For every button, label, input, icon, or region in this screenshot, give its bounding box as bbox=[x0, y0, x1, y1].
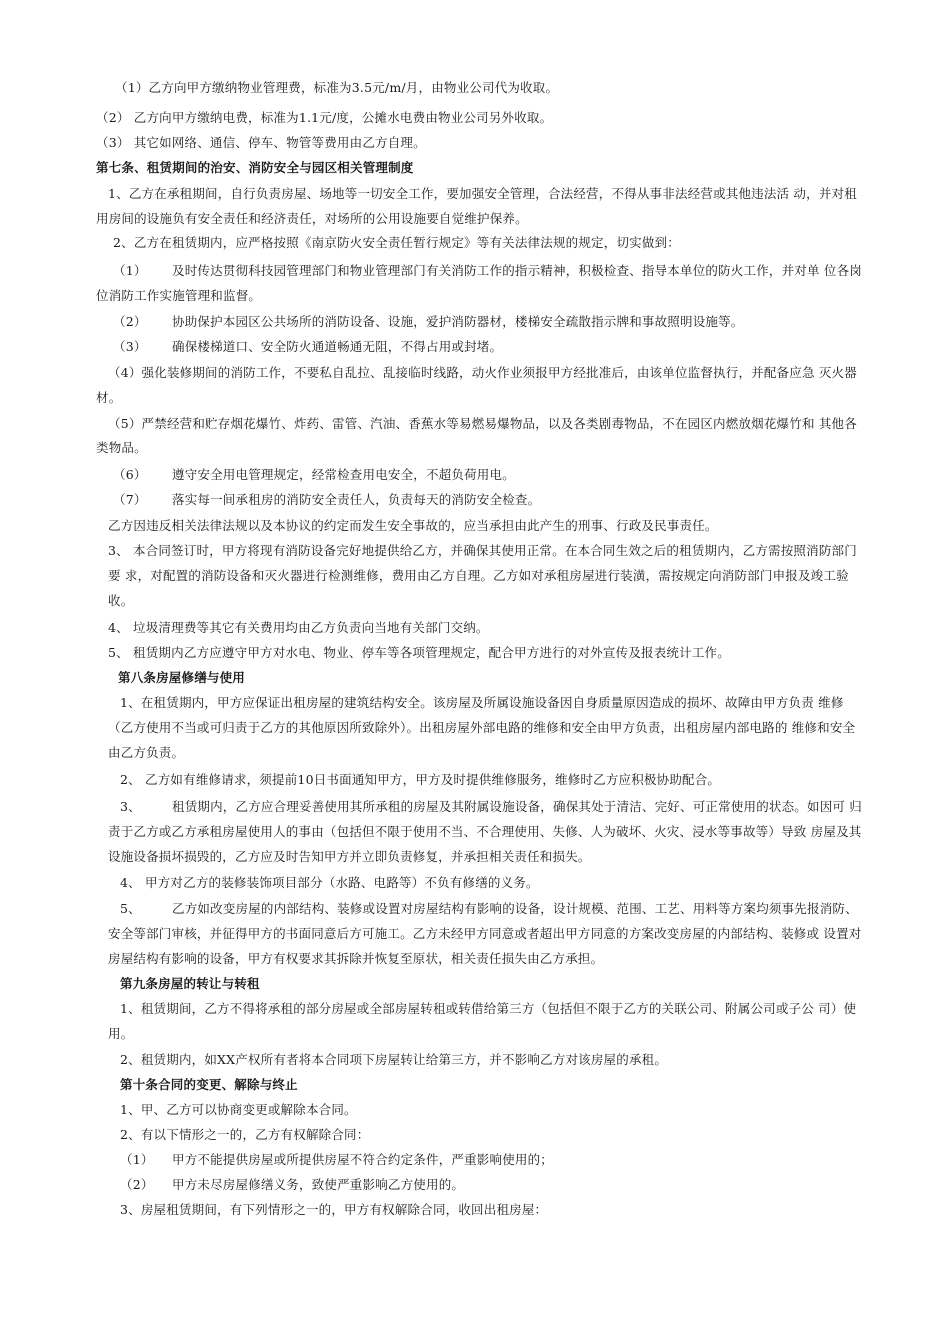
item-number: （6） bbox=[113, 467, 147, 482]
text-line: 房屋结构有影响的设备，甲方有权要求其拆除并恢复至原状，相关责任损失由乙方承担。 bbox=[108, 951, 604, 966]
text-line: 1、甲、乙方可以协商变更或解除本合同。 bbox=[120, 1102, 357, 1117]
text-line: 要 求，对配置的消防设备和灭火器进行检测维修，费用由乙方自理。乙方如对承租房屋进行装潢，需按规定向消防部门申报及竣工验 bbox=[108, 568, 849, 583]
text-line: 安全等部门审核，并征得甲方的书面同意后方可施工。乙方未经甲方同意或者超出甲方同意的方案改变房屋的内部结构、装修或 设置对 bbox=[108, 926, 862, 941]
item-number: （3） bbox=[113, 339, 147, 354]
item-number: 3、 bbox=[120, 799, 141, 814]
text-line: 3、 本合同签订时，甲方将现有消防设备完好地提供给乙方，并确保其使用正常。在本合同生效之后的租赁期内，乙方需按照消防部门 bbox=[108, 543, 857, 558]
text-line: 由乙方负责。 bbox=[108, 745, 185, 760]
text-line: （5）严禁经营和贮存烟花爆竹、炸药、雷管、汽油、香蕉水等易燃易爆物品，以及各类剧毒物品，不在园区内燃放烟花爆竹和 其他各 bbox=[108, 416, 857, 431]
text-line: 5、 租赁期内乙方应遵守甲方对水电、物业、停车等各项管理规定，配合甲方进行的对外宣传及报表统计工作。 bbox=[108, 645, 730, 660]
text-line: 用。 bbox=[108, 1026, 134, 1041]
item-number: （2） bbox=[120, 1177, 154, 1192]
text-line: 及时传达贯彻科技园管理部门和物业管理部门有关消防工作的指示精神，积极检查、指导本单位的防火工作，并对单 位各岗 bbox=[172, 263, 862, 278]
text-line: 用房间的设施负有安全责任和经济责任，对场所的公用设施要自觉维护保养。 bbox=[96, 211, 528, 226]
text-line: 3、房屋租赁期间，有下列情形之一的，甲方有权解除合同，收回出租房屋： bbox=[120, 1202, 548, 1217]
text-line: （4）强化装修期间的消防工作，不要私自乱拉、乱接临时线路，动火作业须报甲方经批准后，由该单位监督执行，并配备应急 灭火器 bbox=[108, 365, 857, 380]
item-number: （2） bbox=[113, 314, 147, 329]
text-line: 2、有以下情形之一的，乙方有权解除合同： bbox=[120, 1127, 370, 1142]
text-line: 2、 乙方如有维修请求，须提前10日书面通知甲方，甲方及时提供维修服务，维修时乙方应积极协助配合。 bbox=[120, 772, 721, 787]
text-line: 1、租赁期间，乙方不得将承租的部分房屋或全部房屋转租或转借给第三方（包括但不限于乙方的关联公司、附属公司或子公 司）使 bbox=[120, 1001, 857, 1016]
text-line: 收。 bbox=[108, 593, 134, 608]
item-number: （7） bbox=[113, 492, 147, 507]
text-line: 位消防工作实施管理和监督。 bbox=[96, 288, 262, 303]
text-line: 设施设备损坏损毁的，乙方应及时告知甲方并立即负责修复，并承担相关责任和损失。 bbox=[108, 849, 591, 864]
text-line: 2、乙方在租赁期内，应严格按照《南京防火安全责任暂行规定》等有关法律法规的规定，切实做到： bbox=[113, 235, 680, 250]
text-line: 甲方不能提供房屋或所提供房屋不符合约定条件，严重影响使用的； bbox=[172, 1152, 554, 1167]
text-line: （1）乙方向甲方缴纳物业管理费，标准为3.5元/m/月，由物业公司代为收取。 bbox=[115, 80, 559, 95]
text-line: 协助保护本园区公共场所的消防设备、设施，爱护消防器材，楼梯安全疏散指示牌和事故照明设施等。 bbox=[172, 314, 744, 329]
text-line: 1、在租赁期内，甲方应保证出租房屋的建筑结构安全。该房屋及所属设施设备因自身质量原因造成的损坏、故障由甲方负责 维修 bbox=[120, 695, 844, 710]
section-heading: 第八条房屋修缮与使用 bbox=[118, 670, 246, 685]
item-number: 5、 bbox=[120, 901, 141, 916]
text-line: 材。 bbox=[96, 390, 122, 405]
section-heading: 第九条房屋的转让与转租 bbox=[120, 976, 260, 991]
section-heading: 第七条、租赁期间的治安、消防安全与园区相关管理制度 bbox=[96, 160, 414, 175]
item-number: （1） bbox=[120, 1152, 154, 1167]
text-line: 责于乙方或乙方承租房屋使用人的事由（包括但不限于使用不当、不合理使用、失修、人为破坏、火灾、浸水等事故等）导致 房屋及其 bbox=[108, 824, 862, 839]
text-line: 4、 甲方对乙方的装修装饰项目部分（水路、电路等）不负有修缮的义务。 bbox=[120, 875, 539, 890]
text-line: 遵守安全用电管理规定，经常检查用电安全，不超负荷用电。 bbox=[172, 467, 515, 482]
text-line: （2） 乙方向甲方缴纳电费，标准为1.1元/度，公摊水电费由物业公司另外收取。 bbox=[96, 110, 553, 125]
text-line: 落实每一间承租房的消防安全责任人，负责每天的消防安全检查。 bbox=[172, 492, 541, 507]
text-line: 1、乙方在承租期间，自行负责房屋、场地等一切安全工作，要加强安全管理，合法经营，不得从事非法经营或其他违法活 动，并对租 bbox=[108, 186, 857, 201]
item-number: （1） bbox=[113, 263, 147, 278]
text-line: 乙方如改变房屋的内部结构、装修或设置对房屋结构有影响的设备，设计规模、范围、工艺、用料等方案均须事先报消防、 bbox=[172, 901, 858, 916]
section-heading: 第十条合同的变更、解除与终止 bbox=[120, 1077, 298, 1092]
text-line: （3） 其它如网络、通信、停车、物管等费用由乙方自理。 bbox=[96, 135, 426, 150]
text-line: 租赁期内，乙方应合理妥善使用其所承租的房屋及其附属设施设备，确保其处于清洁、完好、可正常使用的状态。如因可 归 bbox=[172, 799, 862, 814]
text-line: 2、租赁期内，如XX产权所有者将本合同项下房屋转让给第三方，并不影响乙方对该房屋的承租。 bbox=[120, 1052, 668, 1067]
text-line: 类物品。 bbox=[96, 440, 147, 455]
text-line: 甲方未尽房屋修缮义务，致使严重影响乙方使用的。 bbox=[172, 1177, 465, 1192]
text-line: 乙方因违反相关法律法规以及本协议的约定而发生安全事故的，应当承担由此产生的刑事、行政及民事责任。 bbox=[108, 518, 718, 533]
text-line: 确保楼梯道口、安全防火通道畅通无阻，不得占用或封堵。 bbox=[172, 339, 503, 354]
text-line: （乙方使用不当或可归责于乙方的其他原因所致除外）。出租房屋外部电路的维修和安全由甲方负责，出租房屋内部电路的 维修和安全 bbox=[108, 720, 856, 735]
text-line: 4、 垃圾清理费等其它有关费用均由乙方负责向当地有关部门交纳。 bbox=[108, 620, 489, 635]
